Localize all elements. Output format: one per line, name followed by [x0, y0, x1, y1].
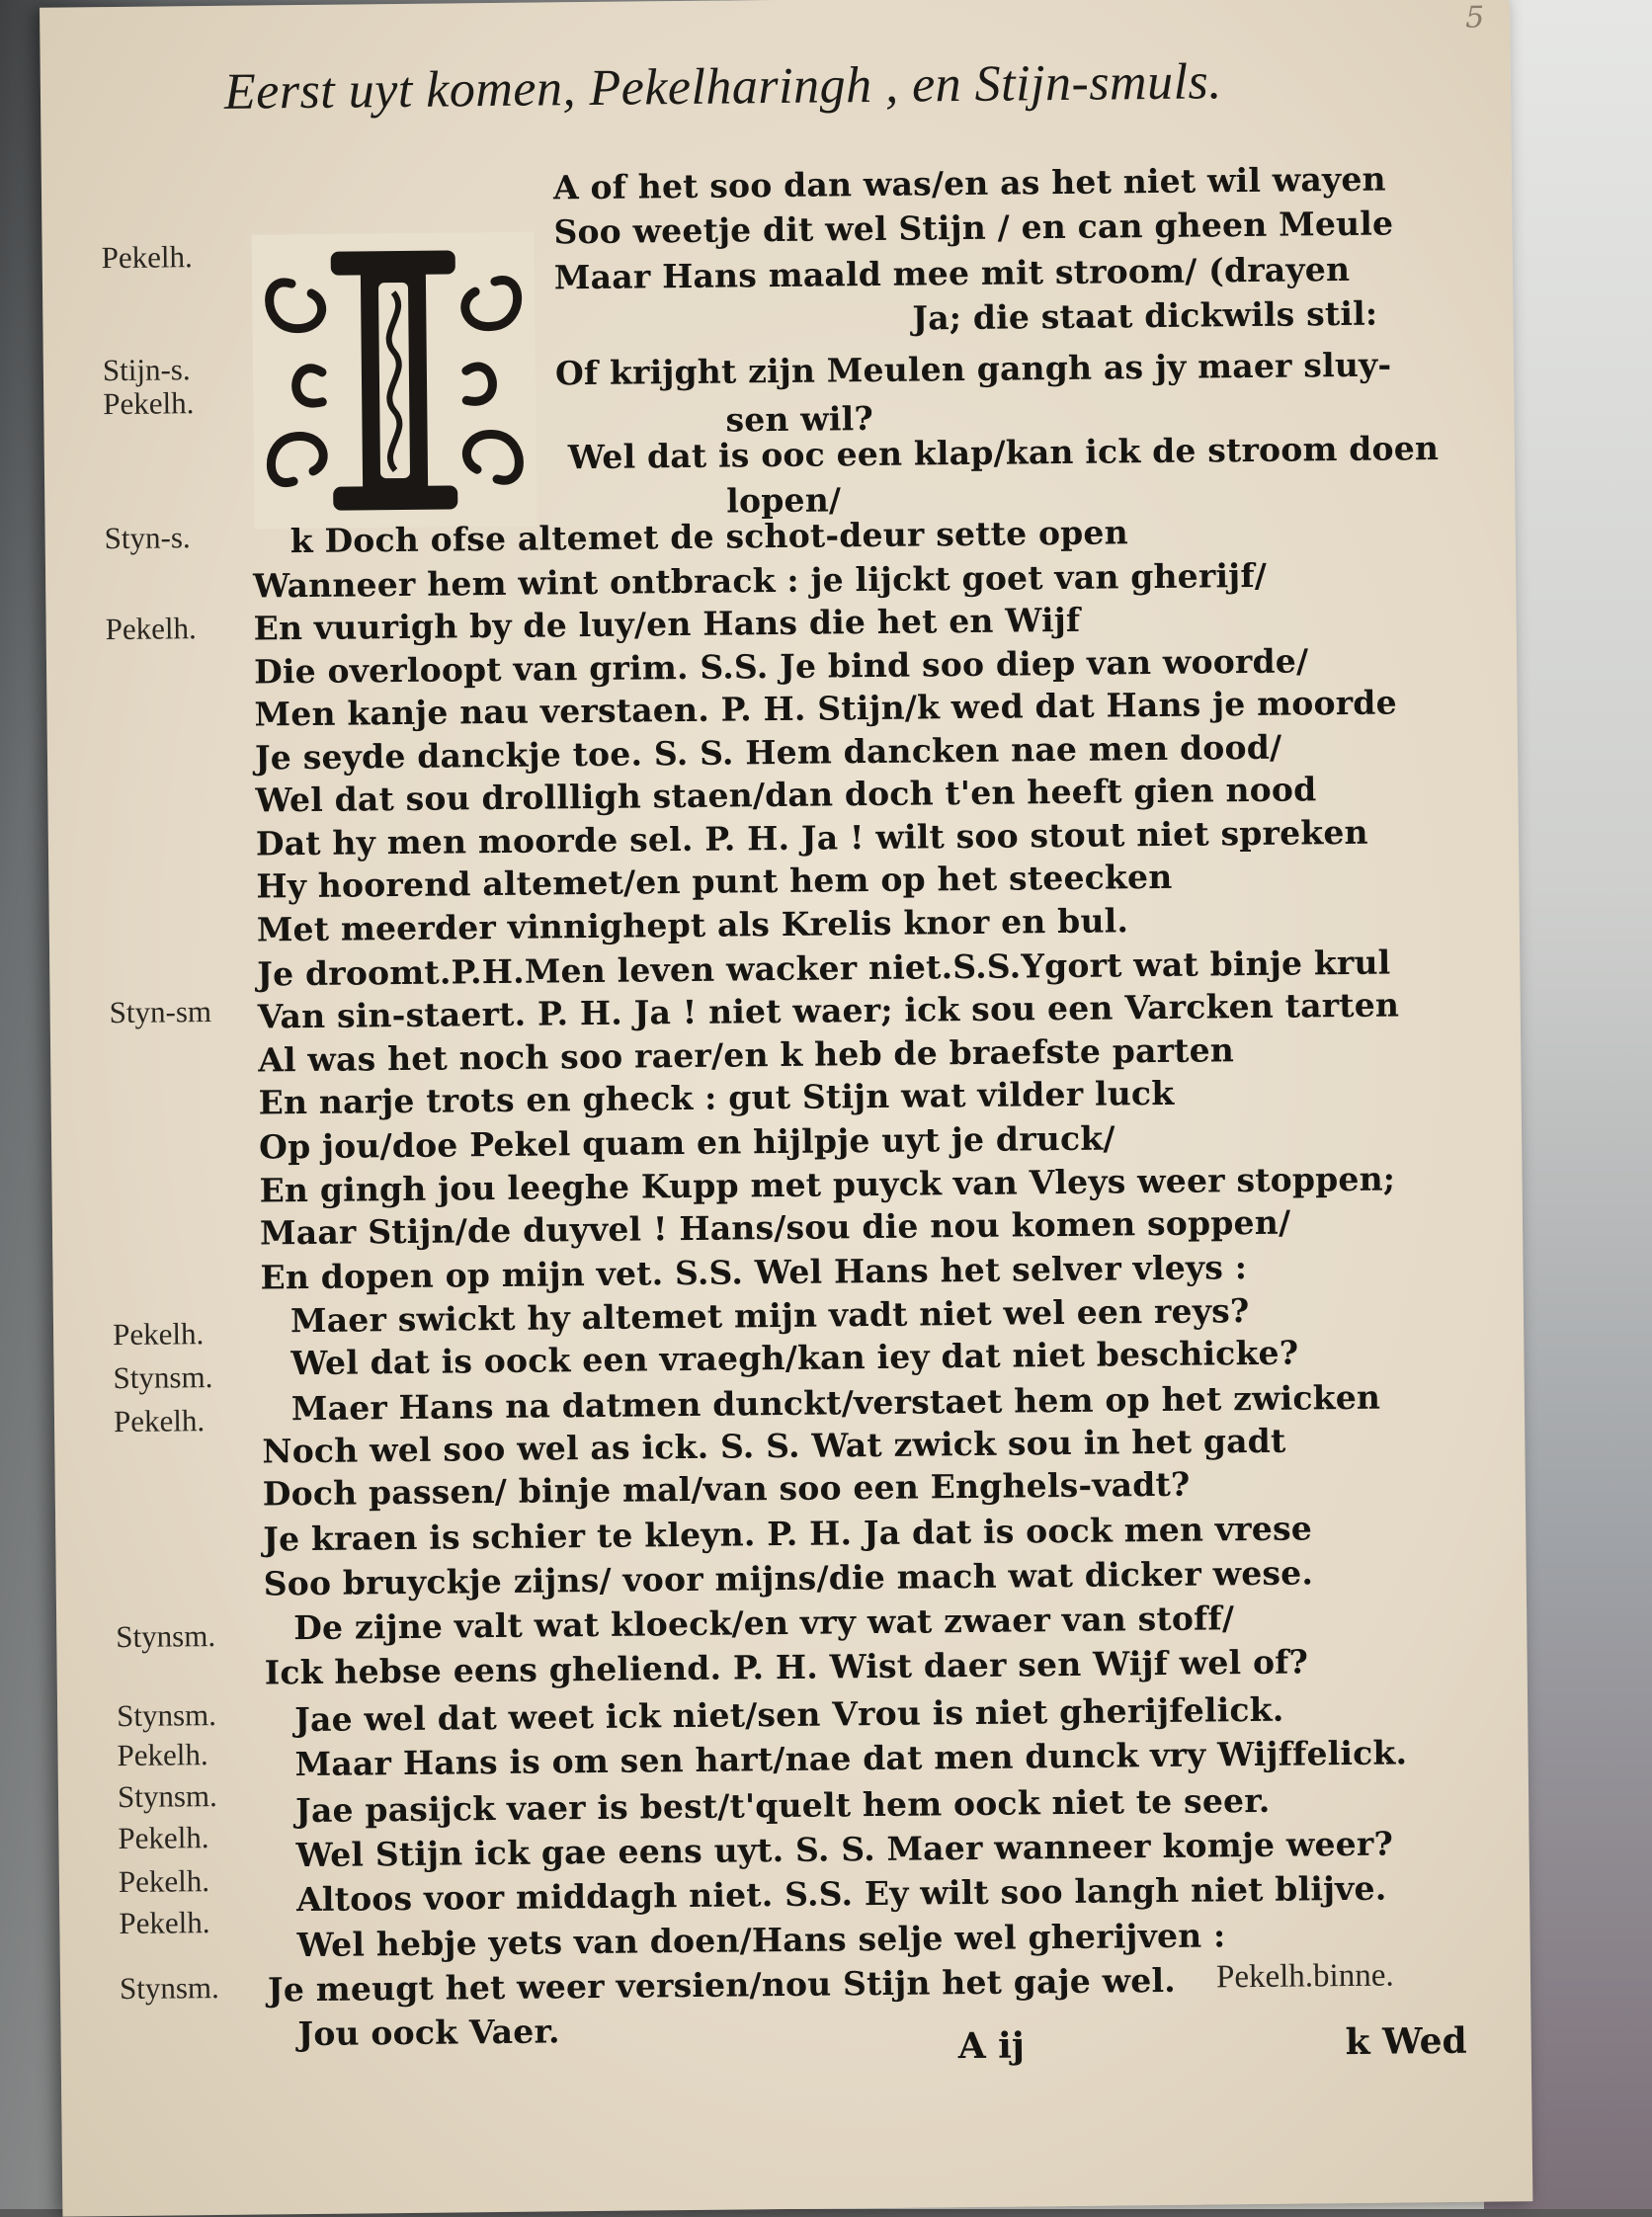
speaker-label: Stynsm. [117, 1778, 217, 1815]
speaker-label: Pekelh. [118, 1820, 209, 1856]
verse-line: Jou oock Vaer. [297, 2012, 560, 2054]
verse-line: Je seyde danckje toe. S. S. Hem dancken nae men dood/ [254, 727, 1282, 778]
verse-line: Je droomt.P.H.Men leven wacker niet.S.S.Ygort wat binje krul [257, 943, 1391, 994]
speaker-label: Pekelh. [103, 385, 195, 422]
verse-line: Of krijght zijn Meulen gangh as jy maer sluy- [554, 345, 1392, 393]
speaker-label: Pekelh. [113, 1403, 206, 1439]
verse-line: Met meerder vinnighept als Krelis knor en bul. [256, 900, 1129, 949]
verse-line: Wel dat is ooc een klap/kan ick de stroom doen [567, 429, 1440, 477]
verse-line: Soo weetje dit wel Stijn / en can gheen Meule [553, 204, 1394, 252]
signature-mark: A ij [957, 2024, 1026, 2068]
verse-line: Men kanje nau verstaen. P. H. Stijn/k wed dat Hans je moorde [254, 683, 1397, 734]
speaker-label: Pekelh. [101, 239, 193, 276]
speaker-label: Stynsm. [116, 1697, 217, 1734]
verse-line: Soo bruyckje zijns/ voor mijns/die mach wat dicker wese. [263, 1553, 1314, 1603]
verse-line: Maar Hans maald mee mit stroom/ (drayen [553, 249, 1351, 296]
verse-line: Maer swickt hy altemet mijn vadt niet wel een reys? [289, 1290, 1250, 1341]
verse-line: Noch wel soo wel as ick. S. S. Wat zwick sou in het gadt [262, 1421, 1286, 1471]
speaker-label: Stynsm. [119, 1969, 219, 2007]
verse-line: Wel dat is oock een vraegh/kan iey dat niet beschicke? [290, 1333, 1299, 1383]
verse-line: Maar Hans is om sen hart/nae dat men dunck vry Wijffelick. [294, 1733, 1408, 1783]
verse-line: Die overloopt van grim. S.S. Je bind soo diep van woorde/ [253, 641, 1309, 692]
stage-direction: Pekelh.binne. [1215, 1957, 1394, 1996]
verse-line: Doch passen/ binje mal/van soo een Enghels-vadt? [262, 1465, 1191, 1514]
verse-line: Jae wel dat weet ick niet/sen Vrou is niet gherijfelick. [293, 1689, 1284, 1739]
verse-line: De zijne valt wat kloeck/en vry wat zwaer van stoff/ [293, 1599, 1235, 1648]
speaker-label: Styn-sm [109, 994, 212, 1030]
speaker-label: Pekelh. [117, 1737, 208, 1773]
speaker-label: Styn-s. [104, 520, 191, 556]
ornamental-initial-icon [251, 232, 537, 530]
verse-line: Dat hy men moorde sel. P. H. Ja ! wilt soo stout niet spreken [255, 812, 1368, 863]
verse-line: En narje trots en gheck : gut Stijn wat vilder luck [258, 1073, 1175, 1122]
verse-line: En dopen op mijn vet. S.S. Wel Hans het selver vleys : [260, 1248, 1248, 1297]
page-number: 5 [1464, 0, 1485, 36]
speaker-label: Pekelh. [119, 1905, 210, 1941]
speaker-label: Stynsm. [113, 1359, 213, 1396]
verse-line: En gingh jou leeghe Kupp met puyck van Vleys weer stoppen; [259, 1159, 1396, 1210]
speaker-label: Pekelh. [112, 1316, 205, 1353]
verse-line: Van sin-staert. P. H. Ja ! niet waer; ick sou een Varcken tarten [257, 985, 1400, 1036]
verse-line: Ick hebse eens gheliend. P. H. Wist daer sen Wijf wel of? [264, 1642, 1309, 1692]
book-page [40, 0, 1532, 2217]
verse-line: Hy hoorend altemet/en punt hem op het steecken [256, 857, 1173, 906]
catchword: k Wed [1345, 2019, 1467, 2064]
verse-line: En vuurigh by de luy/en Hans die het en Wijf [253, 601, 1081, 648]
verse-line: Maar Stijn/de duyvel ! Hans/sou die nou komen soppen/ [259, 1202, 1291, 1253]
verse-line: Maer Hans na datmen dunckt/verstaet hem op het zwicken [290, 1377, 1381, 1428]
speaker-label: Pekelh. [105, 611, 197, 647]
verse-line: Je meugt het weer versien/nou Stijn het gaje wel. [267, 1960, 1177, 2010]
verse-line: lopen/ [726, 479, 842, 521]
verse-line: Op jou/doe Pekel quam en hijlpje uyt je druck/ [258, 1118, 1115, 1167]
speaker-label: Stijn-s. [102, 352, 191, 388]
verse-line: A of het soo dan was/en as het niet wil wayen [552, 159, 1386, 207]
verse-line: Wanneer hem wint ontbrack : je lijckt goet van gherijf/ [252, 555, 1268, 606]
verse-line: Jae pasijck vaer is best/t'quelt hem oock niet te seer. [294, 1780, 1271, 1831]
speaker-label: Stynsm. [116, 1618, 216, 1655]
verse-line: Altoos voor middagh niet. S.S. Ey wilt soo langh niet blijve. [295, 1868, 1387, 1920]
verse-line: Wel dat sou drollligh staen/dan doch t'en heeft gien nood [255, 770, 1317, 820]
verse-line: sen wil? [725, 399, 874, 440]
speaker-label: Pekelh. [118, 1863, 210, 1900]
verse-line: k Doch ofse altemet de schot-deur sette open [289, 513, 1129, 560]
verse-line: Je kraen is schier te kleyn. P. H. Ja dat is oock men vrese [263, 1509, 1313, 1559]
page-heading: Eerst uyt komen, Pekelharingh , en Stijn-smuls. [223, 53, 1223, 121]
verse-line: Ja; die staat dickwils stil: [912, 293, 1378, 338]
verse-line: Wel hebje yets van doen/Hans selje wel gherijven : [296, 1915, 1226, 1964]
verse-line: Al was het noch soo raer/en k heb de braefste parten [258, 1029, 1235, 1080]
verse-line: Wel Stijn ick gae eens uyt. S. S. Maer wanneer komje weer? [295, 1824, 1394, 1875]
